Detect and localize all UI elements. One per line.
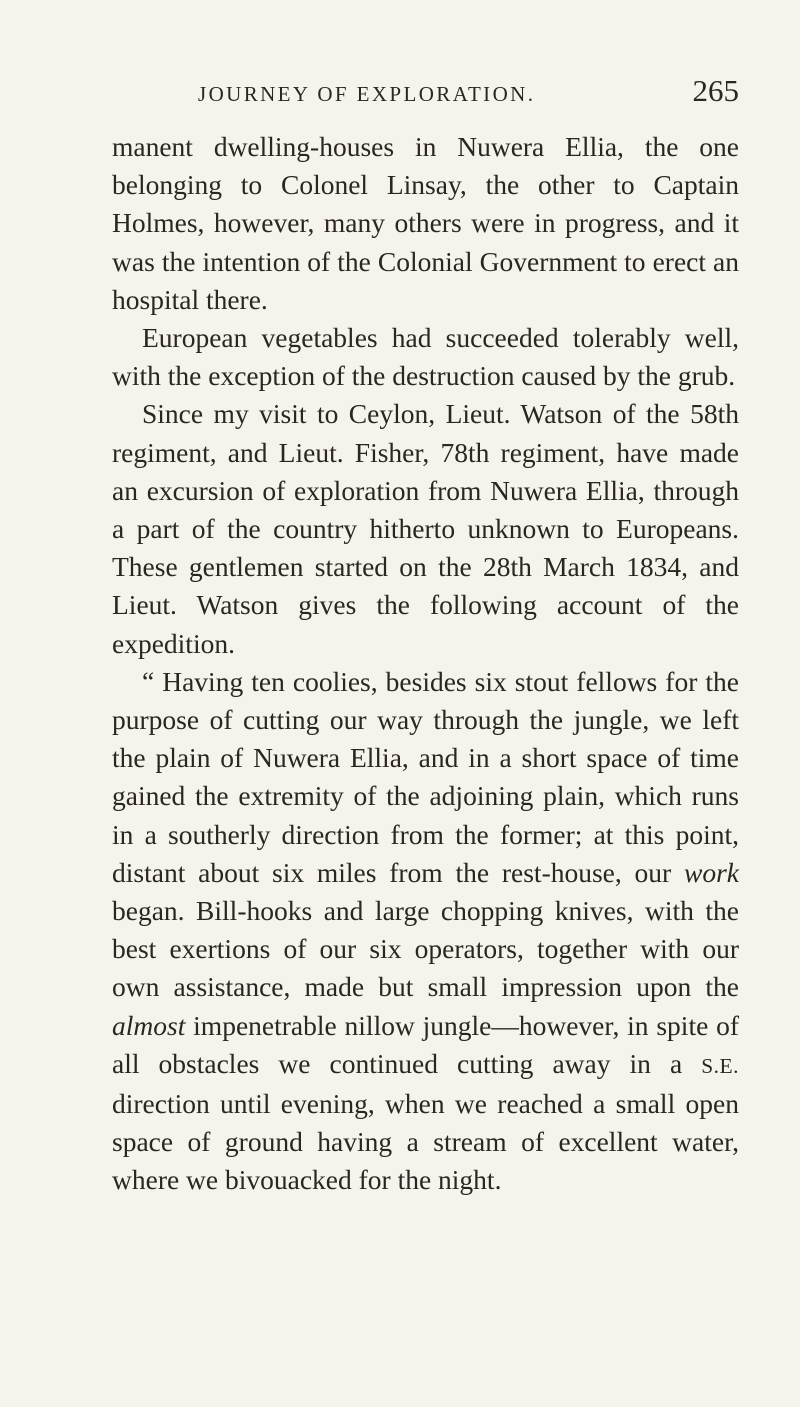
quote-text-part2: began. Bill-hooks and large chopping knives, with the best exertions of our six operators, together with our own assistance, made but small impression upon the xyxy=(112,895,739,1003)
page-number: 265 xyxy=(692,73,739,108)
italic-work: work xyxy=(684,856,740,888)
direction-se: S.E. xyxy=(701,1053,739,1078)
paragraph-exploration: Since my visit to Ceylon, Lieut. Watson of the 58th regiment, and Lieut. Fisher, 78th regiment, have made an excursion of exploration from Nuwera Ellia, through a part of the country hitherto unknown to Europeans. These gentlemen started on the 28th March 1834, and Lieut. Watson gives the following account of the expedition. xyxy=(112,398,739,659)
running-head xyxy=(112,73,739,114)
paragraph-quoted-account xyxy=(112,663,739,1200)
paragraph-vegetables: European vegetables had succeeded tolerably well, with the exception of the destruction caused by the grub. xyxy=(112,322,739,392)
body-text xyxy=(112,128,739,1200)
quote-text-part3: impenetrable nillow jungle—however, in spite of all obstacles we continued cutting away in a xyxy=(112,1009,740,1079)
running-title: JOURNEY OF EXPLORATION. xyxy=(198,82,536,106)
paragraph-continuation: manent dwelling-houses in Nuwera Ellia, the one belonging to Colonel Linsay, the other to Captain Holmes, however, many others were in progress, and it was the intention of the Colonial Government to erect an hospital there. xyxy=(112,131,739,315)
quote-text-part1: “ Having ten coolies, besides six stout fellows for the purpose of cutting our way through the jungle, we left the plain of Nuwera Ellia, and in a short space of time gained the extremity of the adjoining plain, which runs in a southerly direction from the former; at this point, distant about six miles from the rest-house, our xyxy=(112,665,739,888)
italic-almost: almost xyxy=(112,1009,186,1041)
quote-text-part4: direction until evening, when we reached a small open space of ground having a stream of excellent water, where we bivouacked for the night. xyxy=(112,1088,739,1196)
